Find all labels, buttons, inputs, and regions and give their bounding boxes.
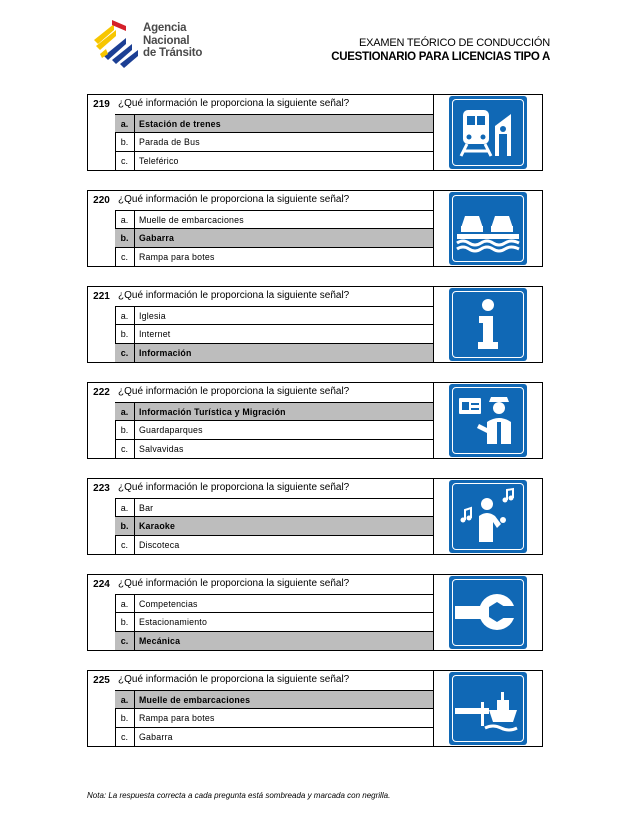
ferry-icon — [449, 192, 527, 265]
train-station-icon — [449, 96, 527, 169]
option-text: Iglesia — [139, 311, 166, 321]
question-number: 222 — [93, 387, 110, 398]
option-letter: a. — [115, 595, 135, 613]
option-b — [115, 516, 433, 535]
wrench-icon — [449, 576, 527, 649]
option-letter: a. — [115, 499, 135, 517]
karaoke-icon — [449, 480, 527, 553]
questionnaire-subtitle: CUESTIONARIO PARA LICENCIAS TIPO A — [331, 51, 550, 63]
option-a — [115, 210, 433, 229]
option-letter: a. — [115, 307, 135, 325]
option-text: Muelle de embarcaciones — [139, 695, 251, 705]
question-number: 224 — [93, 579, 110, 590]
option-b — [115, 612, 433, 631]
option-text: Estacionamiento — [139, 617, 208, 627]
option-b — [115, 420, 433, 439]
option-letter: b. — [115, 421, 135, 439]
option-a — [115, 690, 433, 709]
option-text: Guardaparques — [139, 425, 203, 435]
question-text: ¿Qué información le proporciona la siguiente señal? — [118, 290, 350, 301]
question-221 — [87, 286, 543, 363]
migration-officer-icon — [449, 384, 527, 457]
option-text: Bar — [139, 503, 154, 513]
option-text: Mecánica — [139, 636, 181, 646]
question-222 — [87, 382, 543, 459]
option-letter: c. — [115, 440, 135, 458]
sign-image — [449, 576, 527, 649]
boat-dock-icon — [449, 672, 527, 745]
option-b — [115, 228, 433, 247]
option-text: Teleférico — [139, 156, 179, 166]
option-text: Gabarra — [139, 233, 175, 243]
option-text: Estación de trenes — [139, 119, 221, 129]
question-224 — [87, 574, 543, 651]
option-a — [115, 306, 433, 325]
option-b — [115, 324, 433, 343]
sign-image — [449, 192, 527, 265]
information-icon — [449, 288, 527, 361]
option-letter: b. — [115, 709, 135, 727]
question-number: 225 — [93, 675, 110, 686]
option-letter: c. — [115, 536, 135, 554]
agency-logo — [92, 16, 212, 70]
question-text: ¿Qué información le proporciona la siguiente señal? — [118, 674, 350, 685]
option-c — [115, 535, 433, 554]
option-text: Karaoke — [139, 521, 176, 531]
option-letter: a. — [115, 691, 135, 709]
answer-note: Nota: La respuesta correcta a cada pregunta está sombreada y marcada con negrilla. — [87, 791, 391, 800]
option-text: Rampa para botes — [139, 713, 215, 723]
option-c — [115, 727, 433, 746]
question-number: 219 — [93, 99, 110, 110]
option-text: Discoteca — [139, 540, 180, 550]
agency-name-line1: Agencia — [143, 22, 187, 34]
question-text: ¿Qué información le proporciona la siguiente señal? — [118, 482, 350, 493]
option-text: Rampa para botes — [139, 252, 215, 262]
option-text: Información — [139, 348, 192, 358]
option-b — [115, 132, 433, 151]
agency-name — [143, 22, 202, 60]
option-letter: c. — [115, 152, 135, 170]
option-a — [115, 594, 433, 613]
option-letter: a. — [115, 115, 135, 133]
option-a — [115, 402, 433, 421]
option-letter: b. — [115, 613, 135, 631]
option-letter: b. — [115, 133, 135, 151]
option-c — [115, 151, 433, 170]
option-b — [115, 708, 433, 727]
option-text: Competencias — [139, 599, 198, 609]
option-letter: b. — [115, 325, 135, 343]
question-number: 223 — [93, 483, 110, 494]
option-text: Muelle de embarcaciones — [139, 215, 244, 225]
option-a — [115, 498, 433, 517]
sign-image — [449, 384, 527, 457]
option-c — [115, 631, 433, 650]
question-number: 220 — [93, 195, 110, 206]
option-c — [115, 439, 433, 458]
question-text: ¿Qué información le proporciona la siguiente señal? — [118, 194, 350, 205]
agency-emblem-icon — [92, 16, 144, 70]
option-c — [115, 247, 433, 266]
question-223 — [87, 478, 543, 555]
exam-title: EXAMEN TEÓRICO DE CONDUCCIÓN — [359, 37, 550, 49]
option-letter: c. — [115, 632, 135, 650]
sign-image — [449, 480, 527, 553]
question-219 — [87, 94, 543, 171]
question-number: 221 — [93, 291, 110, 302]
option-text: Parada de Bus — [139, 137, 200, 147]
option-letter: b. — [115, 517, 135, 535]
option-a — [115, 114, 433, 133]
option-letter: c. — [115, 248, 135, 266]
sign-image — [449, 672, 527, 745]
option-text: Internet — [139, 329, 171, 339]
sign-image — [449, 96, 527, 169]
option-text: Gabarra — [139, 732, 173, 742]
question-text: ¿Qué información le proporciona la siguiente señal? — [118, 98, 350, 109]
agency-name-line3: de Tránsito — [143, 47, 203, 59]
agency-name-line2: Nacional — [143, 34, 190, 47]
option-letter: a. — [115, 403, 135, 421]
question-220 — [87, 190, 543, 267]
option-text: Salvavidas — [139, 444, 184, 454]
option-c — [115, 343, 433, 362]
option-letter: c. — [115, 344, 135, 362]
option-letter: b. — [115, 229, 135, 247]
question-text: ¿Qué información le proporciona la siguiente señal? — [118, 386, 350, 397]
sign-image — [449, 288, 527, 361]
option-letter: c. — [115, 728, 135, 746]
option-letter: a. — [115, 211, 135, 229]
option-text: Información Turística y Migración — [139, 407, 286, 417]
question-225 — [87, 670, 543, 747]
question-text: ¿Qué información le proporciona la siguiente señal? — [118, 578, 350, 589]
